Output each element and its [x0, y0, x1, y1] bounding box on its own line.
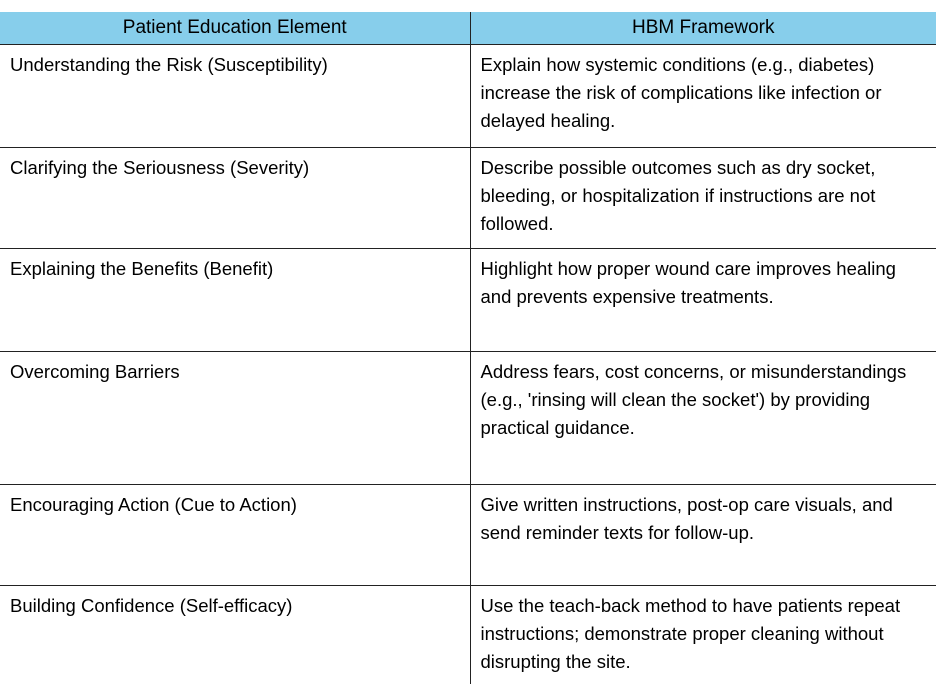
- element-cell: Understanding the Risk (Susceptibility): [0, 45, 470, 148]
- framework-cell: Highlight how proper wound care improves healing and prevents expensive treatments.: [470, 249, 936, 352]
- table-row: [0, 485, 936, 586]
- table-row: [0, 45, 936, 148]
- table-row: [0, 148, 936, 249]
- column-header-element: Patient Education Element: [0, 12, 470, 45]
- column-header-framework: HBM Framework: [470, 12, 936, 45]
- framework-cell: Give written instructions, post-op care visuals, and send reminder texts for follow-up.: [470, 485, 936, 586]
- table-row: [0, 249, 936, 352]
- framework-cell: Address fears, cost concerns, or misunderstandings (e.g., 'rinsing will clean the socket') by providing practical guidance.: [470, 352, 936, 485]
- table-header-row: [0, 12, 936, 45]
- element-cell: Overcoming Barriers: [0, 352, 470, 485]
- table-row: [0, 586, 936, 684]
- element-cell: Building Confidence (Self-efficacy): [0, 586, 470, 684]
- framework-cell: Describe possible outcomes such as dry socket, bleeding, or hospitalization if instructions are not followed.: [470, 148, 936, 249]
- hbm-education-table: [0, 12, 936, 684]
- framework-cell: Explain how systemic conditions (e.g., diabetes) increase the risk of complications like infection or delayed healing.: [470, 45, 936, 148]
- element-cell: Encouraging Action (Cue to Action): [0, 485, 470, 586]
- table-row: [0, 352, 936, 485]
- element-cell: Explaining the Benefits (Benefit): [0, 249, 470, 352]
- framework-cell: Use the teach-back method to have patients repeat instructions; demonstrate proper cleaning without disrupting the site.: [470, 586, 936, 684]
- element-cell: Clarifying the Seriousness (Severity): [0, 148, 470, 249]
